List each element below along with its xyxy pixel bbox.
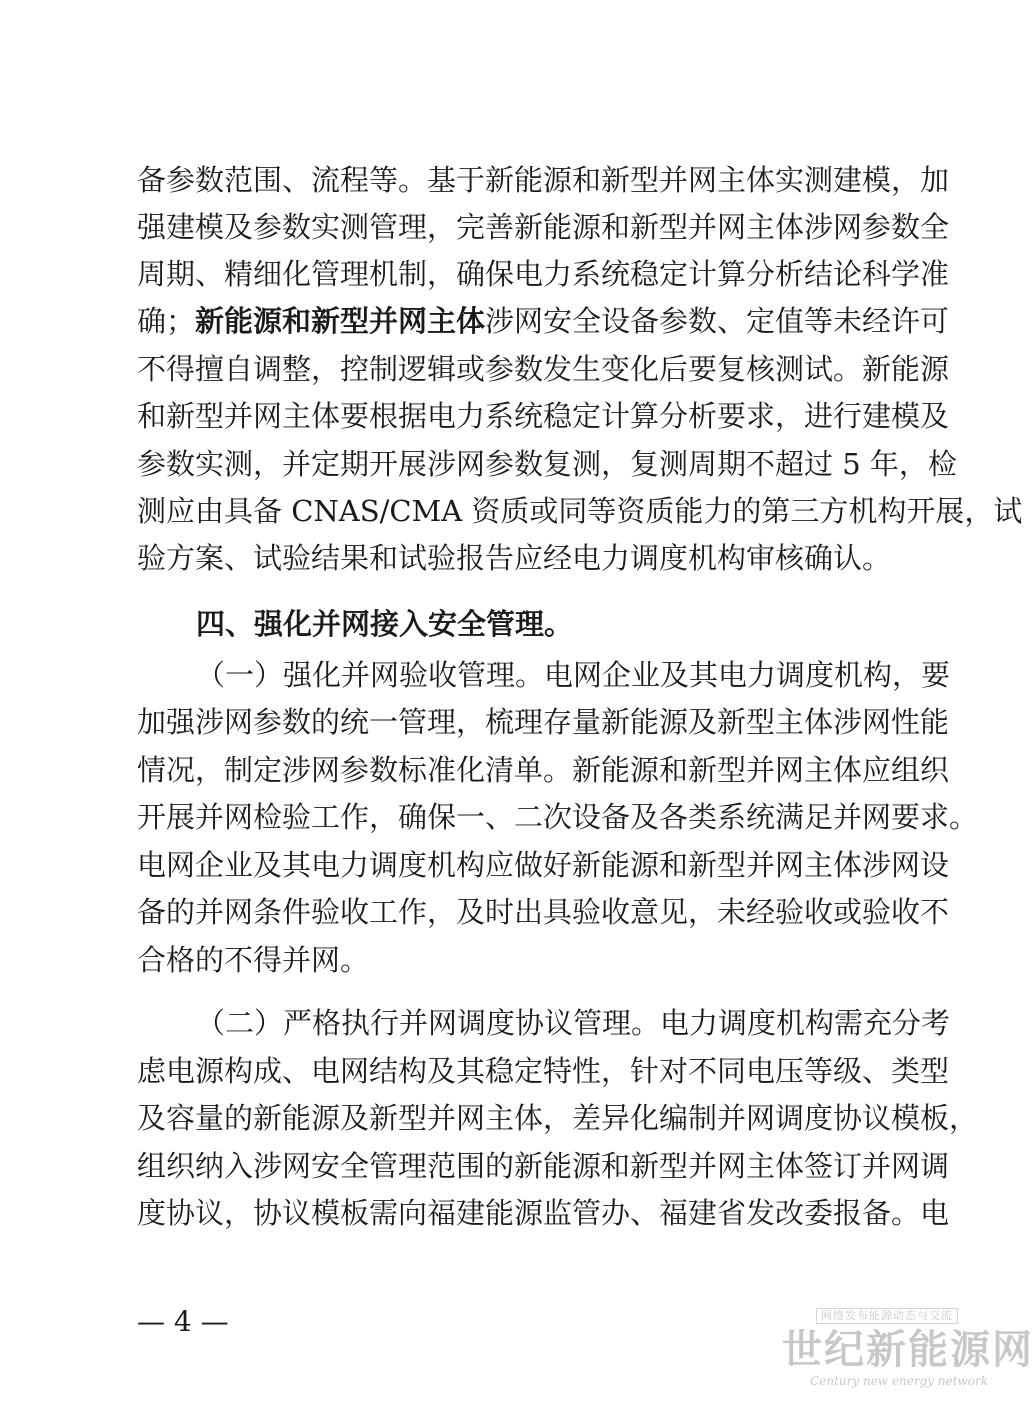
- body-line-1: 备参数范围、流程等。基于新能源和新型并网主体实测建模，加: [137, 163, 950, 197]
- watermark-subtitle: Century new energy network: [810, 1374, 988, 1388]
- site-watermark: [782, 1304, 1034, 1408]
- body-line-21: 组织纳入涉网安全管理范围的新能源和新型并网主体签订并网调: [137, 1149, 950, 1183]
- body-line-13: 情况，制定涉网参数标准化清单。新能源和新型并网主体应组织: [137, 753, 950, 787]
- body-line-6: 和新型并网主体要根据电力系统稳定计算分析要求，进行建模及: [137, 399, 950, 433]
- page-number: — 4 —: [137, 1305, 229, 1338]
- watermark-tag: 网络发布能源动态与交流: [816, 1308, 958, 1324]
- body-line-9: 验方案、试验结果和试验报告应经电力调度机构审核确认。: [137, 541, 892, 575]
- body-line-4: [137, 301, 950, 341]
- body-line-4-end: 涉网安全设备参数、定值等未经许可: [485, 304, 950, 338]
- body-line-5: 不得擅自调整，控制逻辑或参数发生变化后要复核测试。新能源: [137, 352, 950, 386]
- body-line-14: 开展并网检验工作，确保一、二次设备及各类系统满足并网要求。: [137, 800, 979, 834]
- body-line-15: 电网企业及其电力调度机构应做好新能源和新型并网主体涉网设: [137, 848, 950, 882]
- body-line-18: （二）严格执行并网调度协议管理。电力调度机构需充分考: [196, 1006, 951, 1040]
- body-line-16: 备的并网条件验收工作，及时出具验收意见，未经验收或验收不: [137, 895, 950, 929]
- body-line-2: 强建模及参数实测管理，完善新能源和新型并网主体涉网参数全: [137, 210, 950, 244]
- body-line-8: 测应由具备 CNAS/CMA 资质或同等资质能力的第三方机构开展，试: [137, 494, 1023, 528]
- section-heading: 四、强化并网接入安全管理。: [196, 607, 574, 641]
- body-line-17: 合格的不得并网。: [137, 943, 370, 977]
- body-line-19: 虑电源构成、电网结构及其稳定特性，针对不同电压等级、类型: [137, 1054, 950, 1088]
- body-line-4-start: 确；: [137, 304, 196, 338]
- body-line-20: 及容量的新能源及新型并网主体，差异化编制并网调度协议模板，: [137, 1101, 979, 1135]
- body-line-22: 度协议，协议模板需向福建能源监管办、福建省发改委报备。电: [137, 1196, 950, 1230]
- emphasis-text: 新能源和新型并网主体: [195, 304, 486, 338]
- body-line-3: 周期、精细化管理机制，确保电力系统稳定计算分析结论科学准: [137, 257, 950, 291]
- watermark-logo-text: 世纪新能源网: [782, 1327, 1034, 1373]
- body-line-11: （一）强化并网验收管理。电网企业及其电力调度机构，要: [196, 658, 951, 692]
- body-line-7: 参数实测，并定期开展涉网参数复测，复测周期不超过 5 年，检: [137, 447, 957, 481]
- body-line-12: 加强涉网参数的统一管理，梳理存量新能源及新型主体涉网性能: [137, 705, 950, 739]
